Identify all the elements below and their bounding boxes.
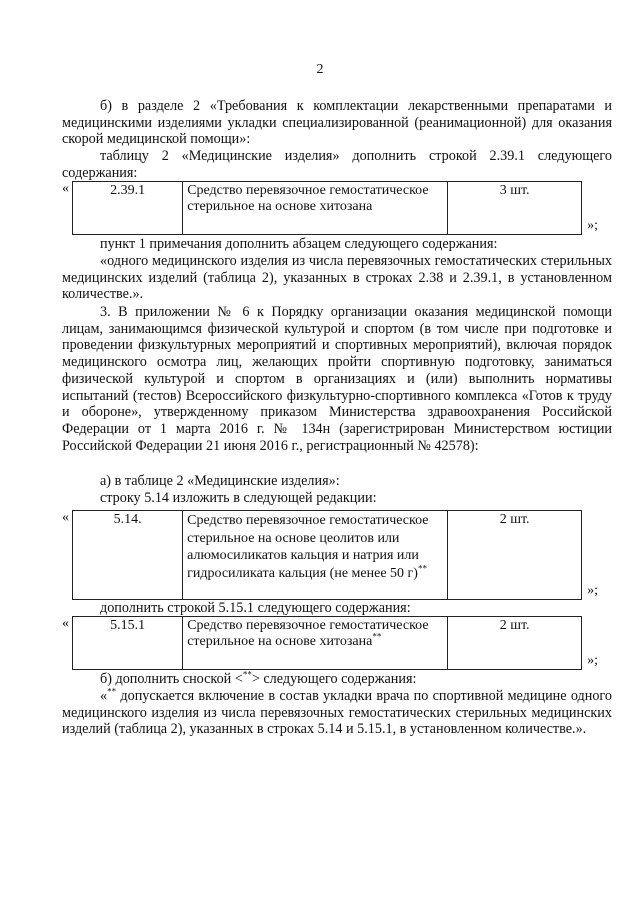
paragraph-text: «одного медицинского изделия из числа перевязочных гемостатических стерильных медицинских изделий (таблица 2), указанных в строках 2.38 и 2.39.1, в установленном количестве.». [62,253,612,303]
page-number: 2 [316,62,324,77]
open-quote: « [62,181,69,196]
paragraph-note-text [62,253,612,303]
item-name-text: Средство перевязочное гемостатическое стерильное на основе хитозана [187,618,429,649]
text-part: б) дополнить сноской < [100,671,243,687]
paragraph-row-5-14 [62,490,612,507]
item-name-cell: Средство перевязочное гемостатическое стерильное на основе хитозана [183,182,448,235]
insert-table-2-39-1 [62,181,612,237]
paragraph-text [62,671,612,688]
paragraph-note-1 [62,236,612,253]
close-quote: »; [587,218,598,234]
paragraph-text [62,688,612,738]
footnote-mark: ** [417,562,427,573]
insert-table [72,181,582,235]
row-number-cell: 5.15.1 [73,617,183,670]
footnote-mark: ** [107,686,117,697]
insert-table [72,616,582,670]
item-name-cell [183,617,448,670]
quantity-cell: 3 шт. [448,182,582,235]
paragraph-table-2-add [62,148,612,181]
paragraph-footnote-text [62,688,612,738]
table-row [73,617,582,670]
paragraph-text: строку 5.14 изложить в следующей редакции: [100,490,377,506]
quantity-cell: 2 шт. [448,617,582,670]
paragraph-text: таблицу 2 «Медицинские изделия» дополнить строкой 2.39.1 следующего содержания: [62,148,612,181]
paragraph-section-3 [62,304,612,454]
paragraph-footnote-intro [62,671,612,688]
paragraph-section-2 [62,98,612,148]
open-quote: « [62,510,69,525]
item-name-cell [183,511,448,600]
close-quote: »; [587,583,598,599]
close-quote: »; [587,653,598,669]
text-part: « [100,688,108,704]
row-number-cell: 2.39.1 [73,182,183,235]
paragraph-text: б) в разделе 2 «Требования к комплектации лекарственными препаратами и медицинскими изделиями укладки специализированной (реанимационной) для оказания скорой медицинской помощи»: [62,98,612,148]
paragraph-text: 3. В приложении № 6 к Порядку организации оказания медицинской помощи лицам, занимающимся физической культурой и спортом (в том числе при подготовке и проведении физкультурных мероприятий и спортивных мероприятий), включая порядок медицинского осмотра лиц, желающих пройти спортивную подготовку, заниматься физической культурой и спортом в организациях и (или) выполнить нормативы испытаний (тестов) Всероссийского физкультурно-спортивного комплекса «Готов к труду и обороне», утвержденному приказом Министерства здравоохранения Российской Федерации от 1 марта 2016 г. № 134н (зарегистрирован Министерством юстиции Российской Федерации 21 июня 2016 г., регистрационный № 42578): [62,304,612,454]
footnote-mark: ** [242,669,252,680]
insert-table-5-14 [62,510,612,602]
paragraph-text: дополнить строкой 5.15.1 следующего содержания: [100,600,411,616]
paragraph-text: а) в таблице 2 «Медицинские изделия»: [100,473,340,489]
footnote-mark: ** [372,631,382,642]
table-row [73,182,582,235]
paragraph-row-5-15-1 [62,600,612,617]
insert-table-5-15-1 [62,616,612,672]
item-name-text: Средство перевязочное гемостатическое стерильное на основе цеолитов или алюмосиликатов кальция и натрия или гидросиликата кальция (не менее 50 г) [187,513,429,581]
table-row [73,511,582,600]
open-quote: « [62,616,69,631]
row-number-cell: 5.14. [73,511,183,600]
paragraph-text: пункт 1 примечания дополнить абзацем следующего содержания: [100,236,498,252]
paragraph-table-2 [62,473,612,490]
text-part: допускается включение в состав укладки врача по спортивной медицине одного медицинского изделия из числа перевязочных гемостатических стерильных медицинских изделий (таблица 2), указанных в строках 5.14 и 5.15.1, в установленном количестве.». [62,688,612,738]
quantity-cell: 2 шт. [448,511,582,600]
insert-table [72,510,582,600]
text-part: > следующего содержания: [251,671,417,687]
